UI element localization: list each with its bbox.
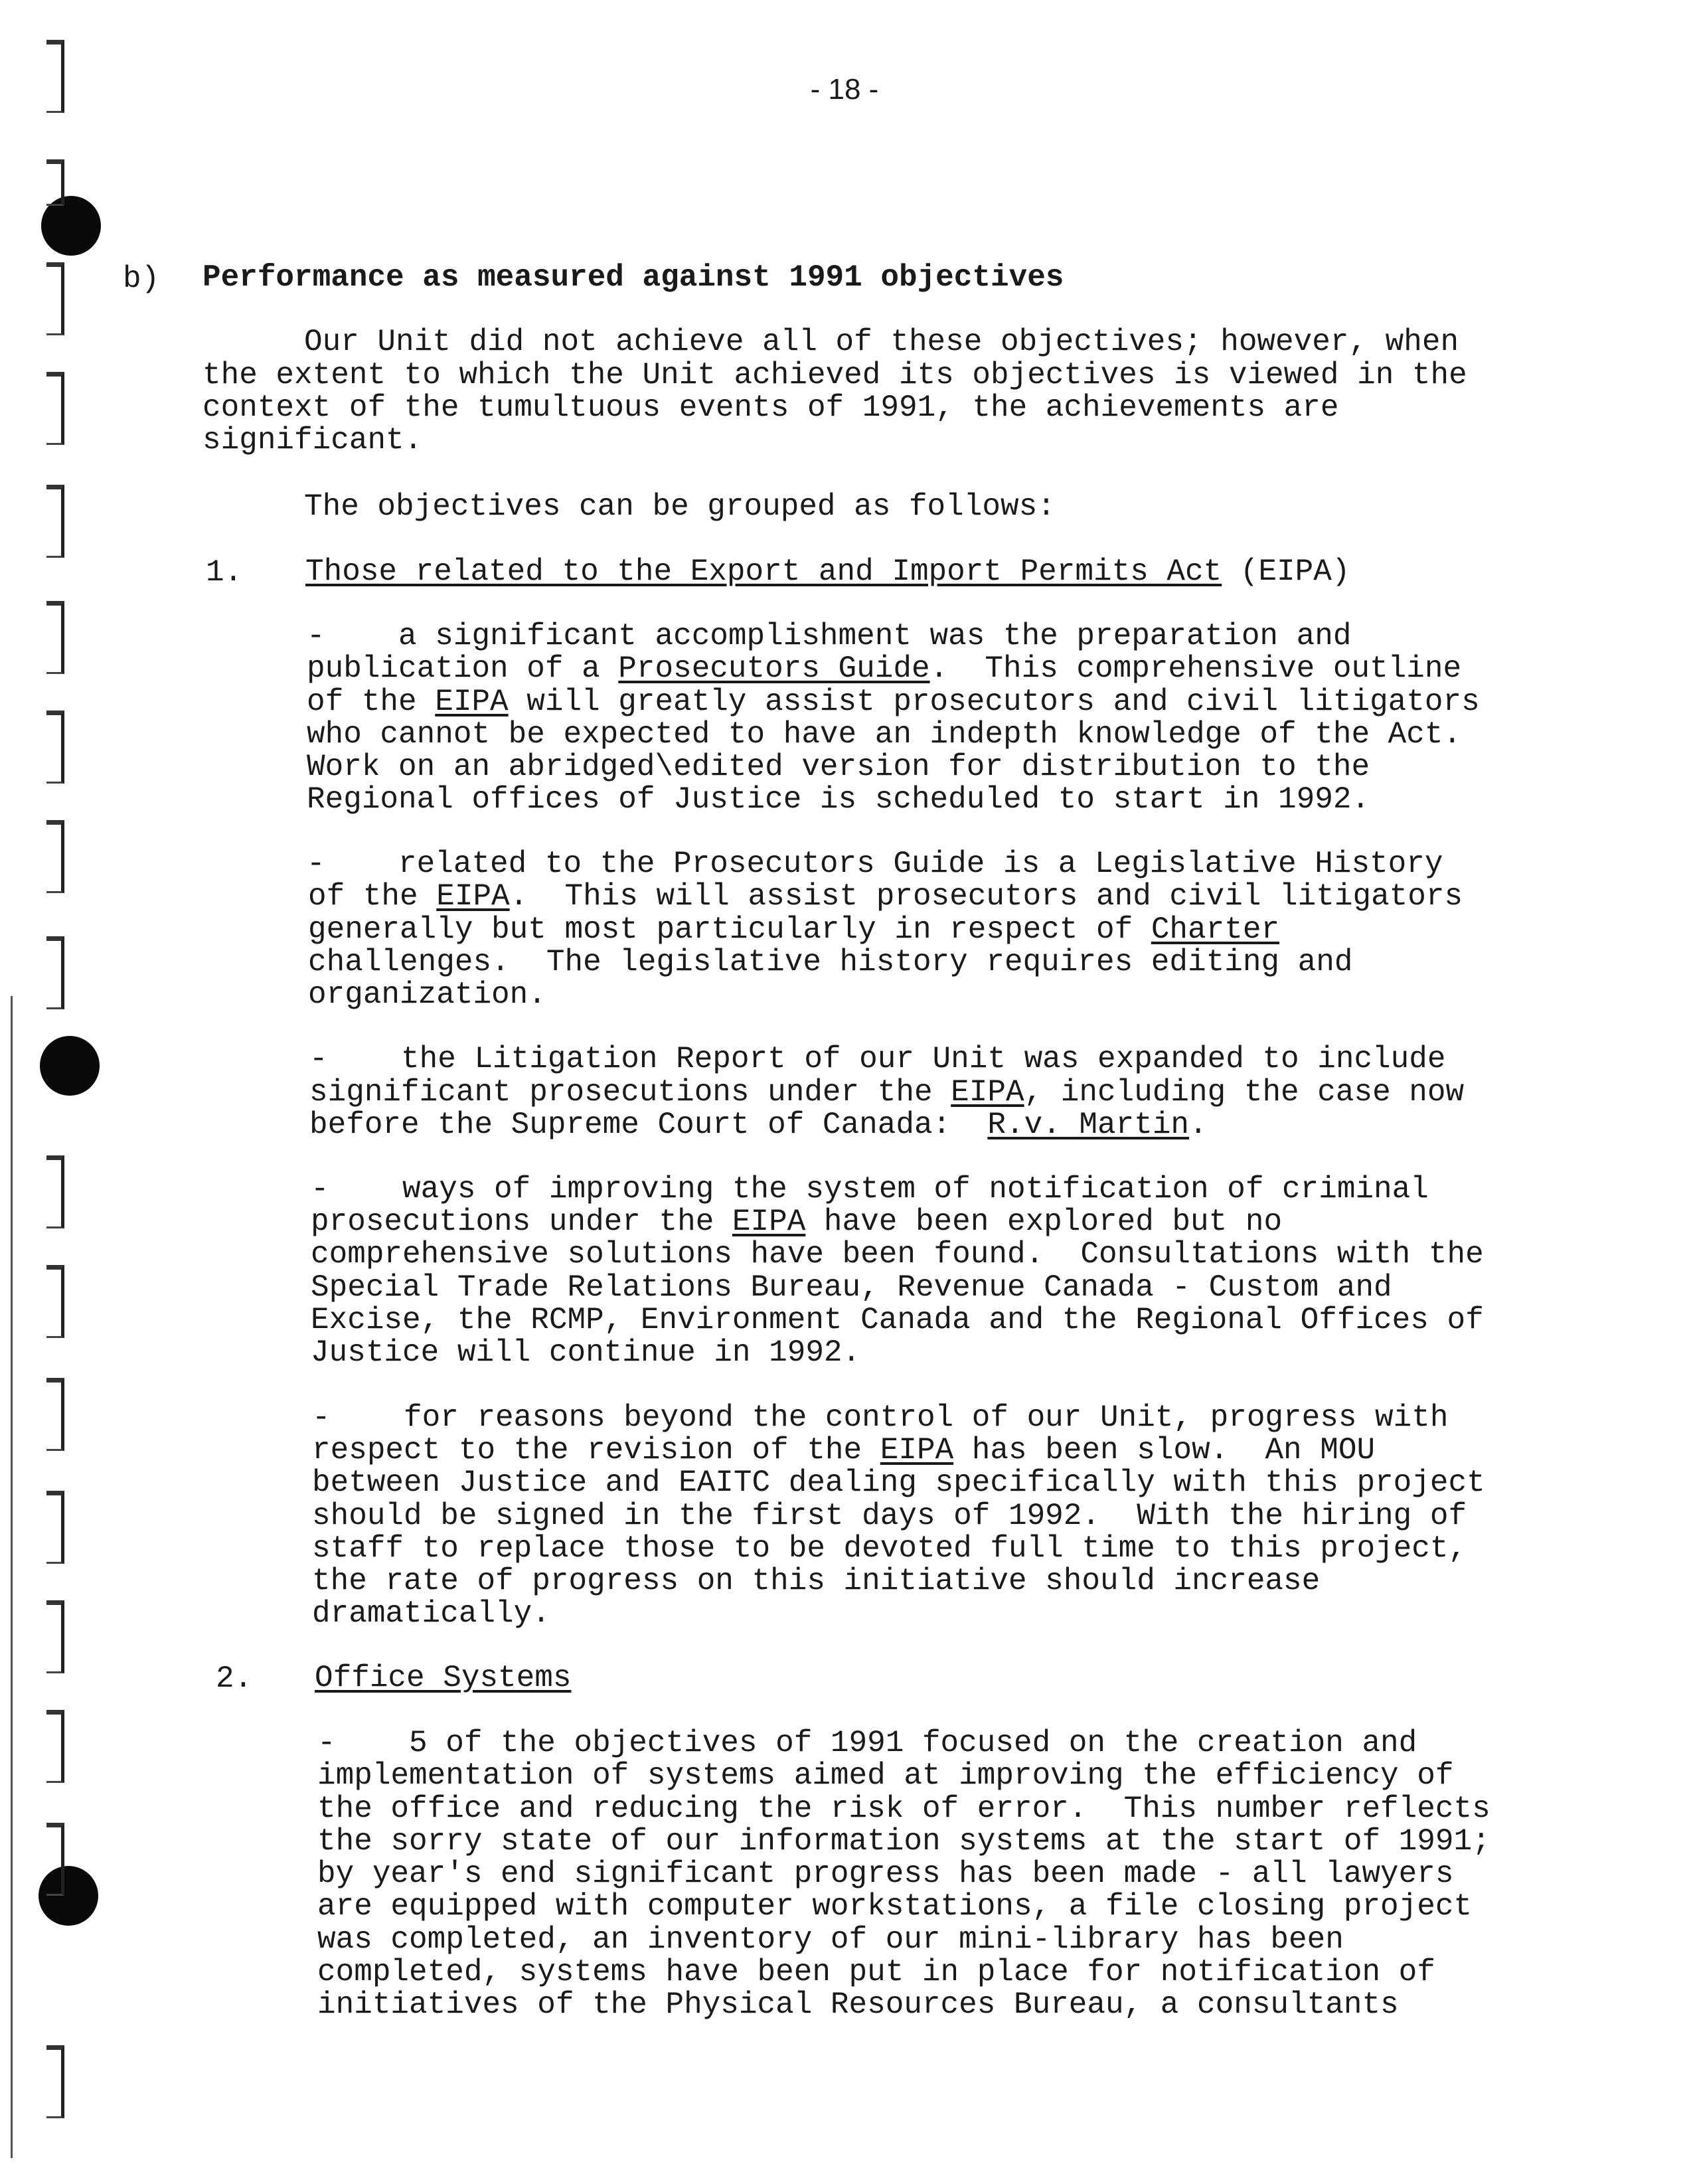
binder-ring-mark xyxy=(46,601,64,674)
bullet-line: staff to replace those to be devoted full time to this project, xyxy=(312,1531,1467,1566)
binder-ring-mark xyxy=(46,711,64,784)
bullet-line: was completed, an inventory of our mini-library has been xyxy=(317,1922,1344,1957)
act-abbr: EIPA xyxy=(436,879,510,914)
act-abbr: EIPA xyxy=(435,685,509,719)
document-title: Prosecutors Guide xyxy=(618,651,930,686)
bullet-line: Special Trade Relations Bureau, Revenue Canada - Custom and xyxy=(311,1270,1392,1305)
binder-ring-mark xyxy=(46,1710,64,1783)
bullet-line: Excise, the RCMP, Environment Canada and the Regional Offices of xyxy=(311,1303,1484,1337)
bullet-line: before the Supreme Court of Canada: R.v. Martin. xyxy=(309,1108,1208,1142)
section-heading: Performance as measured against 1991 objectives xyxy=(202,260,1064,295)
item-title-line xyxy=(305,555,1350,589)
bullet-line: - the Litigation Report of our Unit was expanded to include xyxy=(309,1042,1446,1076)
binder-ring-mark xyxy=(46,1600,64,1673)
act-abbr: EIPA xyxy=(951,1075,1024,1110)
bullet-line: by year's end significant progress has been made - all lawyers xyxy=(317,1857,1454,1891)
item-number: 1. xyxy=(206,555,243,590)
item-number: 2. xyxy=(216,1661,253,1696)
binder-ring-mark xyxy=(46,159,64,206)
item-title: Those related to the Export and Import Permits Act xyxy=(305,554,1222,589)
binder-ring-mark xyxy=(46,1265,64,1338)
bullet-line: are equipped with computer workstations, a file closing project xyxy=(317,1889,1473,1924)
bullet-line: between Justice and EAITC dealing specifically with this project xyxy=(312,1466,1485,1500)
item-title: Office Systems xyxy=(315,1661,572,1695)
binder-ring-mark xyxy=(46,262,64,335)
binder-ring-mark xyxy=(46,485,64,558)
binder-ring-mark xyxy=(46,1823,64,1896)
punch-hole-middle xyxy=(40,1036,100,1096)
bullet-line: prosecutions under the EIPA have been explored but no xyxy=(311,1205,1283,1239)
bullet-line: of the EIPA. This will assist prosecutors and civil litigators xyxy=(308,879,1463,914)
bullet-line: - for reasons beyond the control of our Unit, progress with xyxy=(312,1400,1449,1435)
charter-term: Charter xyxy=(1151,912,1280,947)
bullet-line: Justice will continue in 1992. xyxy=(311,1335,861,1370)
bullet-line: challenges. The legislative history requires editing and xyxy=(308,945,1353,979)
intro-line: the extent to which the Unit achieved its objectives is viewed in the xyxy=(202,358,1467,392)
binder-ring-mark xyxy=(46,1378,64,1451)
act-abbr: EIPA xyxy=(732,1205,806,1239)
section-label: b) xyxy=(123,262,160,296)
binder-ring-mark xyxy=(46,2045,64,2118)
bullet-line: completed, systems have been put in place for notification of xyxy=(317,1955,1435,1989)
bullet-line: Work on an abridged\edited version for distribution to the xyxy=(307,750,1370,784)
bullet-line: organization. xyxy=(308,977,546,1012)
grouped-line: The objectives can be grouped as follows: xyxy=(304,489,1056,524)
case-name: R.v. Martin xyxy=(987,1108,1190,1142)
binder-ring-mark xyxy=(46,372,64,445)
bullet-line: - related to the Prosecutors Guide is a Legislative History xyxy=(307,847,1443,881)
bullet-line: who cannot be expected to have an indepth knowledge of the Act. xyxy=(307,717,1462,752)
bullet-line: comprehensive solutions have been found. Consultations with the xyxy=(311,1237,1484,1272)
bullet-line: - 5 of the objectives of 1991 focused on the creation and xyxy=(317,1726,1417,1760)
bullet-line: dramatically. xyxy=(312,1596,550,1631)
bullet-line: publication of a Prosecutors Guide. This comprehensive outline xyxy=(307,651,1462,686)
bullet-line: significant prosecutions under the EIPA, including the case now xyxy=(309,1075,1465,1110)
bullet-line: the sorry state of our information systems at the start of 1991; xyxy=(317,1824,1490,1859)
binder-ring-mark xyxy=(46,936,64,1009)
bullet-line: the office and reducing the risk of error. This number reflects xyxy=(317,1792,1490,1826)
bullet-line: implementation of systems aimed at improving the efficiency of xyxy=(317,1758,1454,1793)
bullet-line: respect to the revision of the EIPA has been slow. An MOU xyxy=(312,1433,1376,1468)
margin-edge-line xyxy=(11,996,13,2158)
page-number: - 18 - xyxy=(810,73,879,106)
bullet-line: of the EIPA will greatly assist prosecutors and civil litigators xyxy=(307,685,1480,719)
bullet-line: the rate of progress on this initiative should increase xyxy=(312,1564,1321,1598)
bullet-line: initiatives of the Physical Resources Bureau, a consultants xyxy=(317,1987,1399,2022)
bullet-line: generally but most particularly in respect of Charter xyxy=(308,912,1280,947)
binder-ring-mark xyxy=(46,820,64,893)
act-abbr: EIPA xyxy=(880,1433,954,1468)
item-title-abbr: (EIPA) xyxy=(1240,554,1350,589)
bullet-line: should be signed in the first days of 1992. With the hiring of xyxy=(312,1499,1467,1533)
bullet-line: - a significant accomplishment was the preparation and xyxy=(307,619,1352,653)
bullet-line: - ways of improving the system of notification of criminal xyxy=(311,1172,1429,1207)
binder-ring-mark xyxy=(46,1491,64,1564)
intro-line: context of the tumultuous events of 1991, the achievements are xyxy=(202,390,1339,425)
intro-line: significant. xyxy=(202,423,423,458)
binder-ring-mark xyxy=(46,1155,64,1228)
bullet-line: Regional offices of Justice is scheduled to start in 1992. xyxy=(307,782,1370,817)
intro-line: Our Unit did not achieve all of these objectives; however, when xyxy=(304,325,1459,359)
